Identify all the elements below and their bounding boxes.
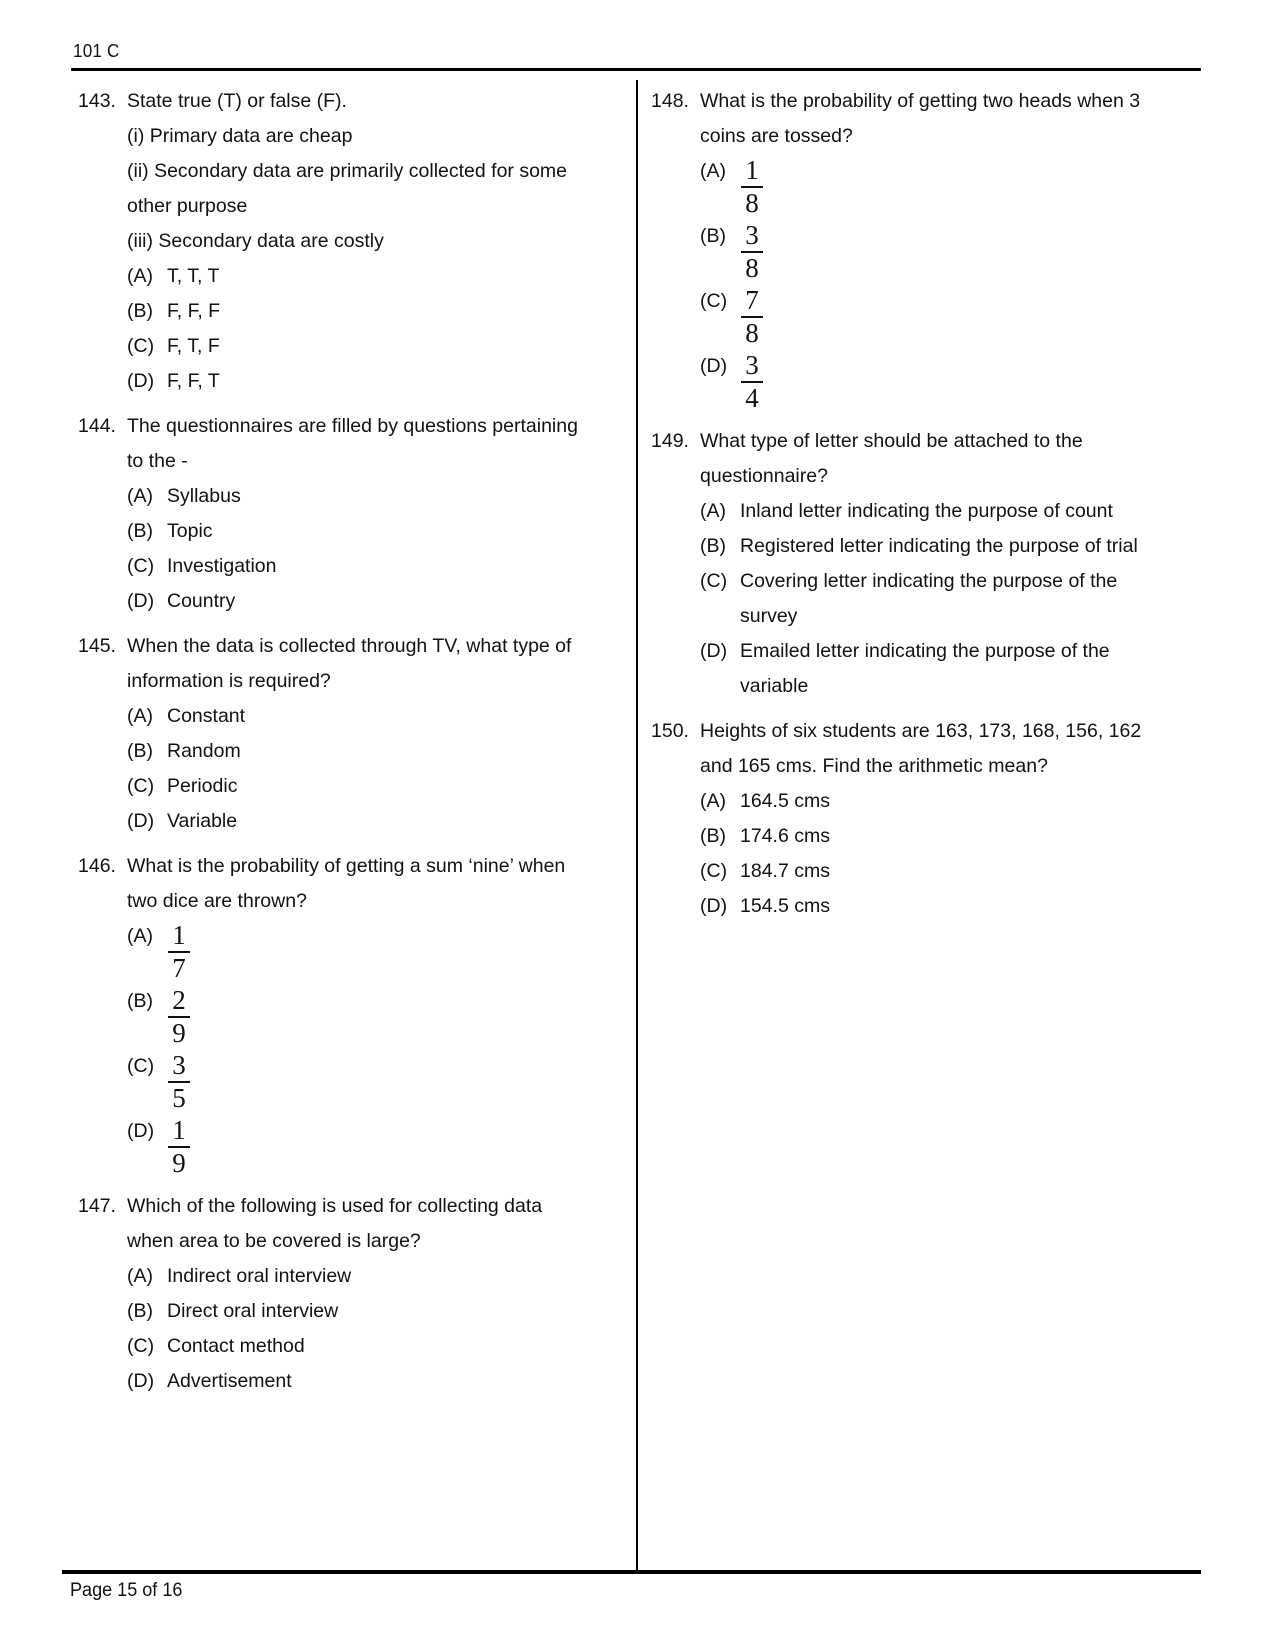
option-row [700, 889, 1213, 924]
question-text-line: (iii) Secondary data are costly [127, 230, 384, 252]
option-row [700, 854, 1213, 889]
option-row [127, 479, 634, 514]
question-text-line: State true (T) or false (F). [127, 90, 347, 112]
option-text [167, 769, 634, 804]
option-label: (D) [127, 1370, 155, 1392]
question-text-line: coins are tossed? [700, 125, 853, 147]
option-text-line: Advertisement [167, 1370, 292, 1392]
fraction-denominator: 9 [172, 1018, 186, 1048]
option-text [740, 889, 1213, 924]
page-number-label: Page 15 of 16 [70, 1580, 183, 1601]
option-text-line: Emailed letter indicating the purpose of the [740, 640, 1110, 662]
option-text [167, 1294, 634, 1329]
option-row [127, 549, 634, 584]
option-label: (C) [127, 1055, 155, 1077]
option-label: (C) [127, 775, 155, 797]
fraction-numerator: 3 [741, 349, 763, 383]
question-item [651, 424, 1213, 704]
option-text [167, 259, 634, 294]
option-label: (C) [127, 1335, 155, 1357]
option-label: (A) [700, 160, 726, 182]
question-body [127, 409, 634, 619]
option-text-line: Registered letter indicating the purpose of trial [740, 535, 1138, 557]
question-body [127, 1189, 634, 1399]
option-label: (B) [127, 300, 153, 322]
fraction [741, 219, 763, 284]
question-item [651, 714, 1213, 924]
question-text-line: (i) Primary data are cheap [127, 125, 353, 147]
fraction-numerator: 7 [741, 284, 763, 318]
option-row [700, 494, 1213, 529]
question-item [78, 629, 634, 839]
question-number: 148. [651, 90, 689, 112]
option-text-line: Direct oral interview [167, 1300, 339, 1322]
option-text [167, 1259, 634, 1294]
option-text-line: Syllabus [167, 485, 241, 507]
option-row [700, 819, 1213, 854]
question-number: 147. [78, 1195, 116, 1217]
option-row [700, 784, 1213, 819]
option-text [740, 854, 1213, 889]
option-text-line: Country [167, 590, 236, 612]
question-body [700, 84, 1213, 414]
question-text-line: when area to be covered is large? [127, 1230, 421, 1252]
question-number: 145. [78, 635, 116, 657]
fraction [168, 984, 190, 1049]
questions-column-right [651, 84, 1213, 934]
question-number: 144. [78, 415, 116, 437]
question-body [700, 424, 1213, 704]
option-text [167, 479, 634, 514]
fraction-numerator: 1 [168, 1114, 190, 1148]
question-body [127, 84, 634, 399]
option-label: (A) [127, 485, 153, 507]
option-label: (D) [700, 895, 728, 917]
paper-code: 101 C [73, 41, 120, 61]
option-text-line: Variable [167, 810, 238, 832]
fraction-denominator: 9 [172, 1148, 186, 1178]
option-row [700, 634, 1213, 704]
question-item [78, 84, 634, 399]
fraction [168, 919, 190, 984]
option-row [127, 699, 634, 734]
question-number: 143. [78, 90, 116, 112]
option-text-line: Indirect oral interview [167, 1265, 352, 1287]
option-text-line: Topic [167, 520, 213, 542]
question-text-line: two dice are thrown? [127, 890, 307, 912]
option-text [167, 1329, 634, 1364]
option-row [127, 584, 634, 619]
option-row [700, 154, 1213, 219]
option-row [127, 1259, 634, 1294]
question-text-line: Which of the following is used for collecting data [127, 1195, 543, 1217]
question-text-line: and 165 cms. Find the arithmetic mean? [700, 755, 1048, 777]
option-text [167, 549, 634, 584]
option-row [700, 564, 1213, 634]
question-text-line: information is required? [127, 670, 331, 692]
question-text-line: What is the probability of getting two heads when 3 [700, 90, 1141, 112]
option-text-line: 154.5 cms [740, 895, 830, 917]
fraction-denominator: 4 [745, 383, 759, 413]
option-label: (D) [700, 355, 728, 377]
option-text [167, 584, 634, 619]
option-text-line: variable [740, 675, 809, 697]
option-text [740, 494, 1213, 529]
option-text-line: Inland letter indicating the purpose of count [740, 500, 1113, 522]
option-text-line: T, T, T [167, 265, 220, 287]
question-text-line: (ii) Secondary data are primarily collected for some [127, 160, 568, 182]
option-text-line: Periodic [167, 775, 238, 797]
fraction-denominator: 5 [172, 1083, 186, 1113]
option-label: (C) [700, 570, 728, 592]
question-text-line: to the - [127, 450, 188, 472]
option-row [700, 529, 1213, 564]
option-row [127, 769, 634, 804]
option-row [127, 329, 634, 364]
fraction [741, 284, 763, 349]
option-text-line: 174.6 cms [740, 825, 830, 847]
option-text [167, 699, 634, 734]
option-text [167, 364, 634, 399]
option-row [700, 219, 1213, 284]
option-text [167, 294, 634, 329]
option-row [127, 1329, 634, 1364]
option-text-line: survey [740, 605, 798, 627]
option-text [740, 784, 1213, 819]
option-label: (B) [127, 520, 153, 542]
option-text-line: F, F, T [167, 370, 220, 392]
fraction-numerator: 2 [168, 984, 190, 1018]
option-label: (C) [127, 335, 155, 357]
option-label: (A) [700, 500, 726, 522]
option-text [740, 819, 1213, 854]
option-label: (B) [700, 535, 726, 557]
fraction-denominator: 8 [745, 318, 759, 348]
fraction-numerator: 1 [741, 154, 763, 188]
question-text-line: When the data is collected through TV, what type of [127, 635, 572, 657]
fraction-denominator: 8 [745, 188, 759, 218]
question-text-line: The questionnaires are filled by questions pertaining [127, 415, 578, 437]
question-text-line: What type of letter should be attached to the [700, 430, 1083, 452]
footer-rule [62, 1570, 1201, 1574]
option-text-line: Random [167, 740, 241, 762]
option-row [127, 804, 634, 839]
fraction-numerator: 1 [168, 919, 190, 953]
fraction-numerator: 3 [741, 219, 763, 253]
option-row [127, 514, 634, 549]
header-rule [71, 68, 1201, 71]
option-text-line: 184.7 cms [740, 860, 830, 882]
option-text [167, 1364, 634, 1399]
option-row [127, 919, 634, 984]
option-text-line: 164.5 cms [740, 790, 830, 812]
question-text-line: What is the probability of getting a sum ‘nine’ when [127, 855, 566, 877]
option-label: (C) [700, 290, 728, 312]
option-text [167, 329, 634, 364]
option-label: (B) [127, 990, 153, 1012]
option-row [700, 349, 1213, 414]
option-row [700, 284, 1213, 349]
questions-column-left [78, 84, 634, 1409]
option-label: (C) [127, 555, 155, 577]
option-label: (A) [127, 265, 153, 287]
fraction-numerator: 3 [168, 1049, 190, 1083]
question-item [78, 409, 634, 619]
question-body [700, 714, 1213, 924]
option-row [127, 1114, 634, 1179]
question-text-line: questionnaire? [700, 465, 828, 487]
option-label: (B) [700, 825, 726, 847]
option-label: (B) [127, 740, 153, 762]
option-label: (B) [700, 225, 726, 247]
fraction-denominator: 8 [745, 253, 759, 283]
question-text-line: other purpose [127, 195, 248, 217]
option-label: (D) [127, 1120, 155, 1142]
option-text [167, 804, 634, 839]
question-number: 149. [651, 430, 689, 452]
option-row [127, 364, 634, 399]
option-label: (B) [127, 1300, 153, 1322]
option-row [127, 294, 634, 329]
question-item [78, 849, 634, 1179]
question-body [127, 849, 634, 1179]
option-label: (A) [127, 1265, 153, 1287]
option-text-line: Investigation [167, 555, 277, 577]
option-label: (D) [127, 590, 155, 612]
fraction [741, 154, 763, 219]
option-text-line: Constant [167, 705, 246, 727]
option-row [127, 984, 634, 1049]
question-number: 150. [651, 720, 689, 742]
fraction [741, 349, 763, 414]
option-label: (A) [127, 925, 153, 947]
question-number: 146. [78, 855, 116, 877]
question-item [651, 84, 1213, 414]
option-label: (A) [700, 790, 726, 812]
option-label: (D) [127, 810, 155, 832]
option-row [127, 1049, 634, 1114]
question-item [78, 1189, 634, 1399]
question-text-line: Heights of six students are 163, 173, 168, 156, 162 [700, 720, 1142, 742]
option-text-line: F, F, F [167, 300, 221, 322]
fraction [168, 1049, 190, 1114]
option-text [740, 529, 1213, 564]
option-label: (C) [700, 860, 728, 882]
option-text-line: Covering letter indicating the purpose of the [740, 570, 1118, 592]
option-text [740, 634, 1213, 704]
option-text [167, 734, 634, 769]
option-row [127, 734, 634, 769]
option-label: (D) [127, 370, 155, 392]
option-row [127, 1364, 634, 1399]
option-label: (A) [127, 705, 153, 727]
option-text [167, 514, 634, 549]
option-text-line: Contact method [167, 1335, 305, 1357]
column-divider [636, 80, 638, 1571]
option-row [127, 1294, 634, 1329]
option-row [127, 259, 634, 294]
fraction [168, 1114, 190, 1179]
option-label: (D) [700, 640, 728, 662]
option-text-line: F, T, F [167, 335, 220, 357]
fraction-denominator: 7 [172, 953, 186, 983]
option-text [740, 564, 1213, 634]
question-body [127, 629, 634, 839]
